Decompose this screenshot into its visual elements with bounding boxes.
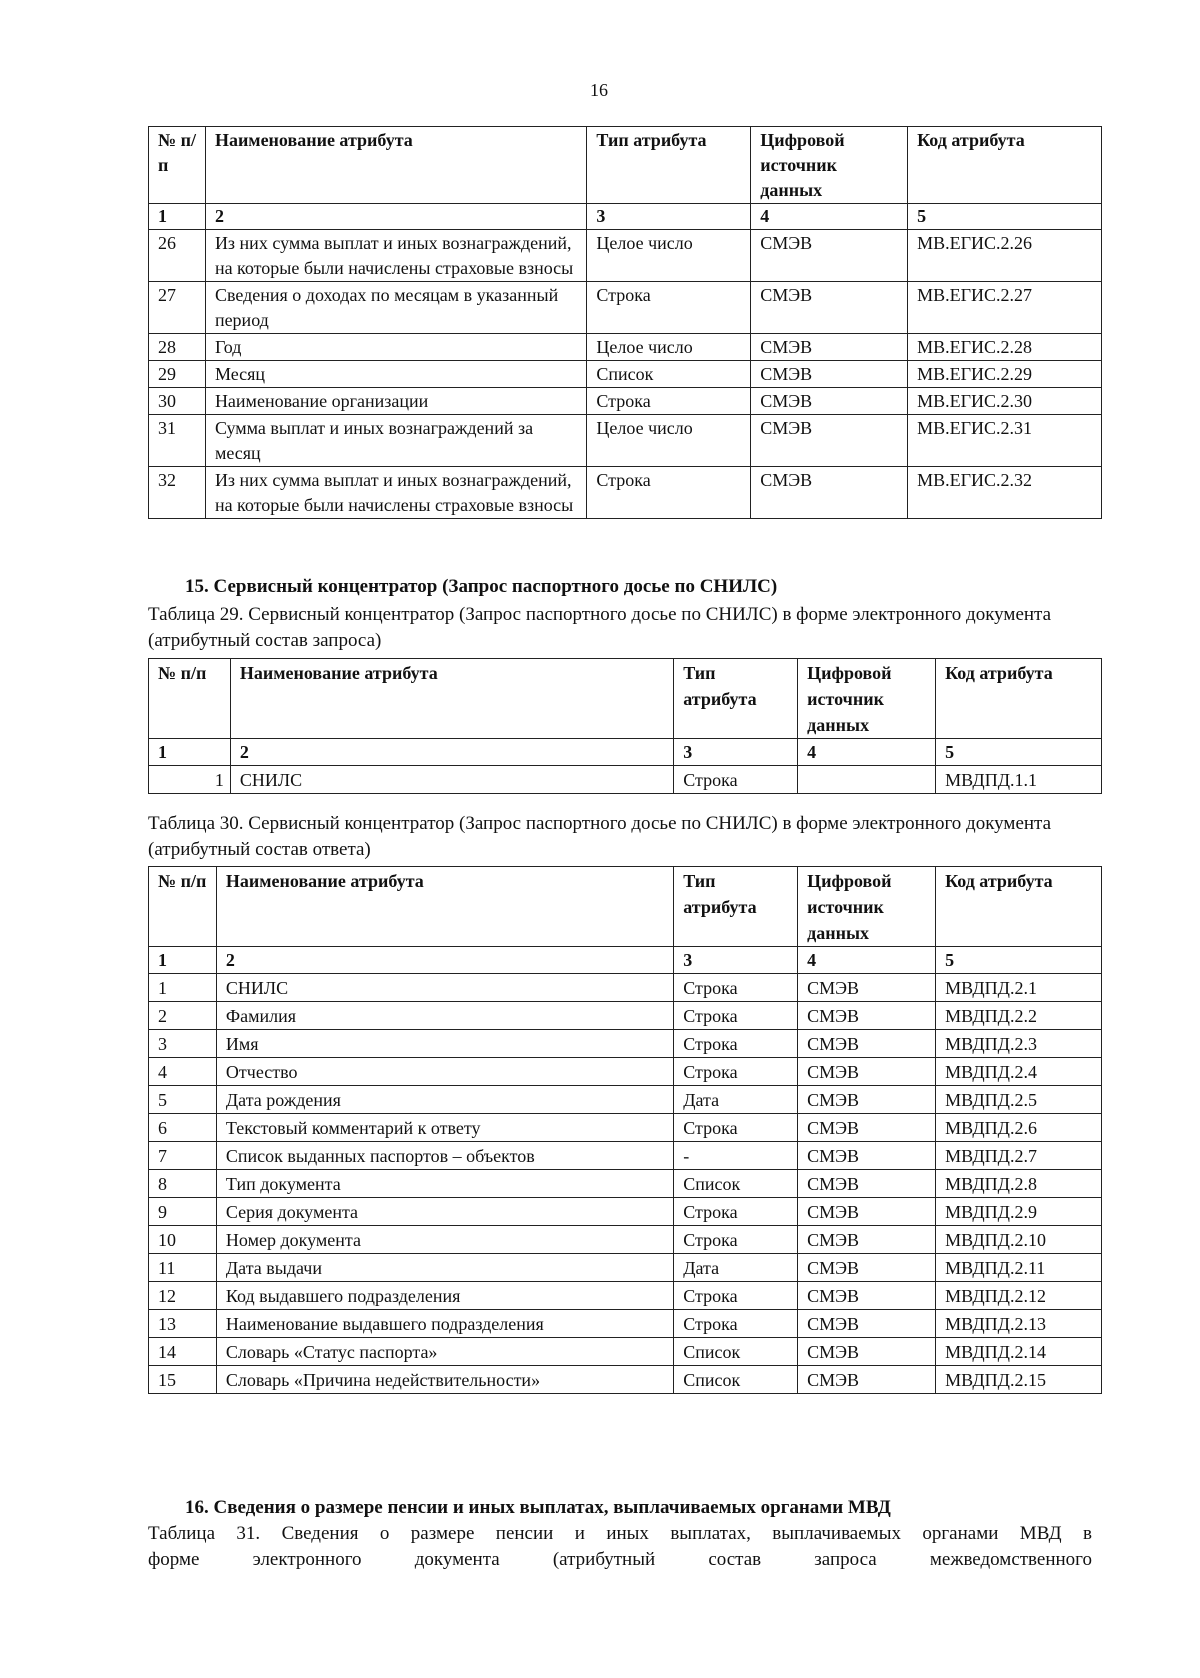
- row-number: 12: [149, 1282, 217, 1310]
- header-num: № п/п: [149, 867, 217, 947]
- table-row: [149, 1002, 1102, 1030]
- column-number: 3: [587, 204, 751, 230]
- attribute-code: МВ.ЕГИС.2.30: [908, 388, 1102, 415]
- row-number: 8: [149, 1170, 217, 1198]
- data-source: [798, 766, 936, 794]
- header-type: Тип атрибута: [587, 127, 751, 204]
- row-number: 9: [149, 1198, 217, 1226]
- attribute-name: СНИЛС: [230, 766, 673, 794]
- attribute-type: Строка: [674, 1002, 798, 1030]
- column-number: 4: [798, 739, 936, 766]
- attribute-code: МВДПД.2.5: [936, 1086, 1102, 1114]
- table-row: [149, 1338, 1102, 1366]
- attribute-code: МВДПД.2.12: [936, 1282, 1102, 1310]
- row-number: 14: [149, 1338, 217, 1366]
- table-row: [149, 1058, 1102, 1086]
- attribute-type: Список: [674, 1366, 798, 1394]
- row-number: 26: [149, 230, 206, 282]
- column-number: 1: [149, 947, 217, 974]
- header-source: Цифровой источник данных: [751, 127, 908, 204]
- table-row: [149, 1114, 1102, 1142]
- attribute-type: Строка: [674, 1114, 798, 1142]
- attribute-name: Год: [205, 334, 586, 361]
- column-number: 4: [751, 204, 908, 230]
- table-row: [149, 766, 1102, 794]
- header-code: Код атрибута: [908, 127, 1102, 204]
- attribute-name: Из них сумма выплат и иных вознаграждений, на которые были начислены страховые взносы: [205, 467, 586, 519]
- attribute-name: Дата выдачи: [216, 1254, 673, 1282]
- table-row: [149, 974, 1102, 1002]
- data-source: СМЭВ: [751, 361, 908, 388]
- attribute-name: Отчество: [216, 1058, 673, 1086]
- data-source: СМЭВ: [798, 1366, 936, 1394]
- table-row: [149, 1170, 1102, 1198]
- data-source: СМЭВ: [798, 1086, 936, 1114]
- data-source: СМЭВ: [751, 334, 908, 361]
- table-31-caption-line: Таблица 31. Сведения о размере пенсии и иных выплатах, выплачиваемых органами МВД в: [148, 1523, 1092, 1544]
- table-30-caption: Таблица 30. Сервисный концентратор (Запрос паспортного досье по СНИЛС) в форме электронного документа (атрибутный состав ответа): [148, 813, 1052, 860]
- row-number: 3: [149, 1030, 217, 1058]
- data-source: СМЭВ: [798, 1198, 936, 1226]
- row-number: 6: [149, 1114, 217, 1142]
- header-type: Тип атрибута: [674, 867, 798, 947]
- table-row: [149, 1198, 1102, 1226]
- attribute-code: МВДПД.2.15: [936, 1366, 1102, 1394]
- table-31-caption-line: форме электронного документа (атрибутный состав запроса межведомственного: [148, 1549, 1092, 1570]
- column-number: 5: [908, 204, 1102, 230]
- attribute-type: Дата: [674, 1254, 798, 1282]
- table-row: [149, 467, 1102, 519]
- data-source: СМЭВ: [751, 388, 908, 415]
- attribute-code: МВДПД.2.8: [936, 1170, 1102, 1198]
- attribute-type: Строка: [674, 1198, 798, 1226]
- column-number: 1: [149, 739, 231, 766]
- row-number: 31: [149, 415, 206, 467]
- attribute-type: Строка: [674, 1310, 798, 1338]
- attribute-type: Строка: [587, 467, 751, 519]
- column-number: 4: [798, 947, 936, 974]
- data-source: СМЭВ: [798, 974, 936, 1002]
- row-number: 5: [149, 1086, 217, 1114]
- attribute-code: МВДПД.2.14: [936, 1338, 1102, 1366]
- attribute-name: Словарь «Статус паспорта»: [216, 1338, 673, 1366]
- attribute-type: Строка: [587, 282, 751, 334]
- attribute-name: Тип документа: [216, 1170, 673, 1198]
- attribute-code: МВДПД.2.1: [936, 974, 1102, 1002]
- header-name: Наименование атрибута: [216, 867, 673, 947]
- attribute-code: МВДПД.2.6: [936, 1114, 1102, 1142]
- table-row: [149, 282, 1102, 334]
- attribute-name: Наименование организации: [205, 388, 586, 415]
- row-number: 2: [149, 1002, 217, 1030]
- column-number-row: [149, 947, 1102, 974]
- column-number: 5: [936, 739, 1102, 766]
- header-name: Наименование атрибута: [230, 659, 673, 739]
- table-row: [149, 361, 1102, 388]
- column-number: 2: [205, 204, 586, 230]
- attribute-type: Целое число: [587, 415, 751, 467]
- attribute-code: МВДПД.2.11: [936, 1254, 1102, 1282]
- attribute-code: МВ.ЕГИС.2.31: [908, 415, 1102, 467]
- table-row: [149, 230, 1102, 282]
- attribute-name: Дата рождения: [216, 1086, 673, 1114]
- data-source: СМЭВ: [798, 1030, 936, 1058]
- table-row: [149, 1310, 1102, 1338]
- row-number: 13: [149, 1310, 217, 1338]
- row-number: 11: [149, 1254, 217, 1282]
- attribute-name: Фамилия: [216, 1002, 673, 1030]
- row-number: 27: [149, 282, 206, 334]
- attribute-code: МВ.ЕГИС.2.27: [908, 282, 1102, 334]
- attribute-name: Список выданных паспортов – объектов: [216, 1142, 673, 1170]
- table-row: [149, 1142, 1102, 1170]
- table-row: [149, 1366, 1102, 1394]
- attribute-code: МВ.ЕГИС.2.29: [908, 361, 1102, 388]
- table-header-row: [149, 867, 1102, 947]
- row-number: 1: [149, 766, 231, 794]
- data-source: СМЭВ: [798, 1058, 936, 1086]
- table-31-caption: [148, 1521, 1092, 1573]
- data-source: СМЭВ: [798, 1226, 936, 1254]
- attribute-code: МВДПД.2.4: [936, 1058, 1102, 1086]
- column-number: 2: [230, 739, 673, 766]
- header-num: № п/п: [149, 659, 231, 739]
- header-name: Наименование атрибута: [205, 127, 586, 204]
- attribute-name: Серия документа: [216, 1198, 673, 1226]
- table-row: [149, 1226, 1102, 1254]
- table-row: [149, 334, 1102, 361]
- column-number: 1: [149, 204, 206, 230]
- attribute-name: Наименование выдавшего подразделения: [216, 1310, 673, 1338]
- table-row: [149, 1254, 1102, 1282]
- table-header-row: [149, 659, 1102, 739]
- data-source: СМЭВ: [798, 1114, 936, 1142]
- attribute-type: Строка: [587, 388, 751, 415]
- attribute-code: МВ.ЕГИС.2.26: [908, 230, 1102, 282]
- row-number: 28: [149, 334, 206, 361]
- column-number-row: [149, 739, 1102, 766]
- attribute-name: Имя: [216, 1030, 673, 1058]
- attribute-code: МВДПД.2.9: [936, 1198, 1102, 1226]
- attribute-type: Целое число: [587, 334, 751, 361]
- data-source: СМЭВ: [751, 467, 908, 519]
- column-number: 3: [674, 739, 798, 766]
- data-source: СМЭВ: [798, 1170, 936, 1198]
- attribute-name: Месяц: [205, 361, 586, 388]
- header-source: Цифровой источник данных: [798, 867, 936, 947]
- attribute-type: Дата: [674, 1086, 798, 1114]
- table-row: [149, 415, 1102, 467]
- attribute-code: МВДПД.1.1: [936, 766, 1102, 794]
- attribute-code: МВ.ЕГИС.2.32: [908, 467, 1102, 519]
- attribute-type: Строка: [674, 1058, 798, 1086]
- data-source: СМЭВ: [751, 282, 908, 334]
- attribute-type: Строка: [674, 766, 798, 794]
- data-source: СМЭВ: [798, 1002, 936, 1030]
- attribute-code: МВДПД.2.3: [936, 1030, 1102, 1058]
- table-29-caption: Таблица 29. Сервисный концентратор (Запрос паспортного досье по СНИЛС) в форме электронного документа (атрибутный состав запроса): [148, 604, 1052, 651]
- attribute-name: Код выдавшего подразделения: [216, 1282, 673, 1310]
- page-number: 16: [590, 80, 608, 100]
- attribute-name: Сумма выплат и иных вознаграждений за месяц: [205, 415, 586, 467]
- data-source: СМЭВ: [751, 415, 908, 467]
- attribute-name: СНИЛС: [216, 974, 673, 1002]
- attribute-type: Список: [674, 1338, 798, 1366]
- row-number: 15: [149, 1366, 217, 1394]
- attribute-type: -: [674, 1142, 798, 1170]
- table-header-row: [149, 127, 1102, 204]
- data-source: СМЭВ: [751, 230, 908, 282]
- attribute-type: Строка: [674, 1282, 798, 1310]
- attribute-type: Строка: [674, 1030, 798, 1058]
- data-source: СМЭВ: [798, 1254, 936, 1282]
- data-source: СМЭВ: [798, 1142, 936, 1170]
- column-number-row: [149, 204, 1102, 230]
- header-num: № п/п: [149, 127, 206, 204]
- attribute-table-continued: [148, 126, 1102, 519]
- column-number: 3: [674, 947, 798, 974]
- attribute-name: Из них сумма выплат и иных вознаграждений, на которые были начислены страховые взносы: [205, 230, 586, 282]
- section-16-heading: 16. Сведения о размере пенсии и иных выплатах, выплачиваемых органами МВД: [185, 1497, 891, 1518]
- attribute-type: Строка: [674, 974, 798, 1002]
- row-number: 7: [149, 1142, 217, 1170]
- table-row: [149, 1282, 1102, 1310]
- attribute-name: Словарь «Причина недействительности»: [216, 1366, 673, 1394]
- row-number: 29: [149, 361, 206, 388]
- table-29: [148, 658, 1102, 794]
- attribute-type: Строка: [674, 1226, 798, 1254]
- header-source: Цифровой источник данных: [798, 659, 936, 739]
- row-number: 10: [149, 1226, 217, 1254]
- data-source: СМЭВ: [798, 1282, 936, 1310]
- header-code: Код атрибута: [936, 867, 1102, 947]
- attribute-type: Целое число: [587, 230, 751, 282]
- attribute-code: МВДПД.2.10: [936, 1226, 1102, 1254]
- attribute-code: МВ.ЕГИС.2.28: [908, 334, 1102, 361]
- table-row: [149, 1086, 1102, 1114]
- table-row: [149, 1030, 1102, 1058]
- data-source: СМЭВ: [798, 1338, 936, 1366]
- header-code: Код атрибута: [936, 659, 1102, 739]
- attribute-name: Текстовый комментарий к ответу: [216, 1114, 673, 1142]
- attribute-name: Номер документа: [216, 1226, 673, 1254]
- attribute-name: Сведения о доходах по месяцам в указанный период: [205, 282, 586, 334]
- table-row: [149, 388, 1102, 415]
- attribute-code: МВДПД.2.7: [936, 1142, 1102, 1170]
- table-30: [148, 866, 1102, 1394]
- row-number: 30: [149, 388, 206, 415]
- column-number: 5: [936, 947, 1102, 974]
- header-type: Тип атрибута: [674, 659, 798, 739]
- column-number: 2: [216, 947, 673, 974]
- attribute-code: МВДПД.2.13: [936, 1310, 1102, 1338]
- section-15-heading: 15. Сервисный концентратор (Запрос паспортного досье по СНИЛС): [185, 576, 778, 597]
- row-number: 1: [149, 974, 217, 1002]
- attribute-type: Список: [587, 361, 751, 388]
- row-number: 4: [149, 1058, 217, 1086]
- attribute-code: МВДПД.2.2: [936, 1002, 1102, 1030]
- row-number: 32: [149, 467, 206, 519]
- data-source: СМЭВ: [798, 1310, 936, 1338]
- attribute-type: Список: [674, 1170, 798, 1198]
